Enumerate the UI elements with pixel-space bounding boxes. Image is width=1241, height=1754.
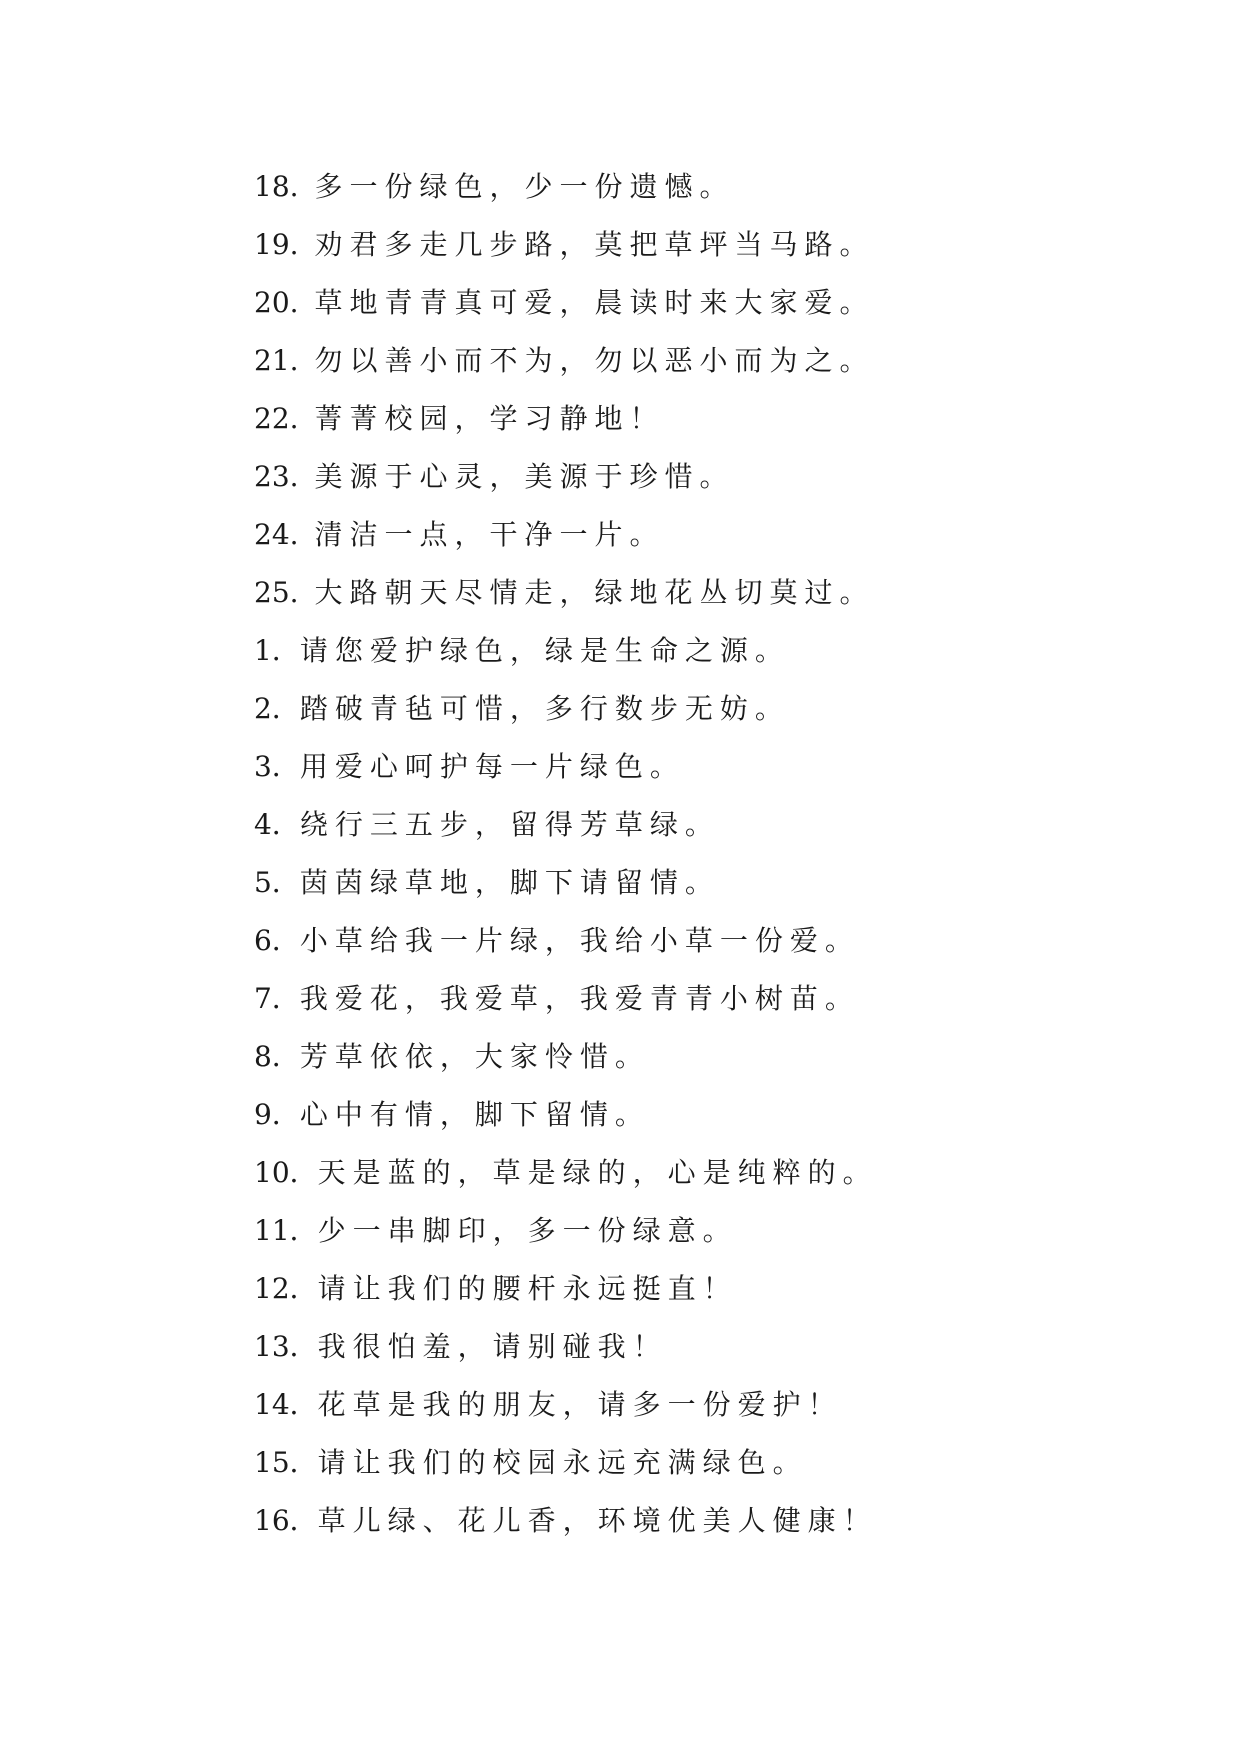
item-number: 14． [254, 1388, 318, 1421]
list-item [254, 1144, 878, 1202]
list-item [254, 738, 878, 796]
list-item [254, 854, 878, 912]
item-text: 绕行三五步，留得芳草绿。 [299, 808, 720, 841]
list-item [254, 332, 878, 390]
list-item [254, 448, 878, 506]
item-number: 7． [254, 982, 300, 1015]
item-text: 小草给我一片绿，我给小草一份爱。 [299, 924, 860, 957]
list-item [254, 158, 878, 216]
list-item [254, 1318, 878, 1376]
list-item [254, 1260, 878, 1318]
item-text: 用爱心呵护每一片绿色。 [299, 750, 685, 783]
list-item [254, 796, 878, 854]
list-item [254, 1028, 878, 1086]
list-item [254, 1086, 878, 1144]
item-text: 少一串脚印，多一份绿意。 [317, 1214, 738, 1247]
item-text: 勿以善小而不为，勿以恶小而为之。 [314, 344, 875, 377]
item-number: 21. [254, 344, 299, 377]
list-item [254, 216, 878, 274]
item-number: 25. [254, 576, 299, 609]
item-number: 3． [254, 750, 300, 783]
item-number: 16． [254, 1504, 318, 1537]
item-text: 天是蓝的，草是绿的，心是纯粹的。 [317, 1156, 878, 1189]
item-text: 茵茵绿草地，脚下请留情。 [299, 866, 720, 899]
item-text: 花草是我的朋友，请多一份爱护！ [317, 1388, 843, 1421]
list-item [254, 1492, 878, 1550]
list-item [254, 564, 878, 622]
item-text: 请让我们的校园永远充满绿色。 [317, 1446, 808, 1479]
list-item [254, 622, 878, 680]
item-text: 大路朝天尽情走，绿地花丛切莫过。 [314, 576, 875, 609]
list-item [254, 1202, 878, 1260]
slogan-list [254, 158, 878, 1550]
item-text: 劝君多走几步路，莫把草坪当马路。 [314, 228, 875, 261]
item-number: 13． [254, 1330, 318, 1363]
item-text: 请让我们的腰杆永远挺直！ [317, 1272, 738, 1305]
list-item [254, 1376, 878, 1434]
item-text: 请您爱护绿色，绿是生命之源。 [299, 634, 790, 667]
item-number: 4． [254, 808, 300, 841]
list-item [254, 274, 878, 332]
list-item [254, 680, 878, 738]
list-item [254, 390, 878, 448]
list-item [254, 1434, 878, 1492]
item-number: 5． [254, 866, 300, 899]
item-number: 9． [254, 1098, 300, 1131]
item-number: 19. [254, 228, 299, 261]
item-number: 8． [254, 1040, 300, 1073]
item-text: 草地青青真可爱，晨读时来大家爱。 [314, 286, 875, 319]
item-text: 清洁一点，干净一片。 [314, 518, 665, 551]
item-number: 22. [254, 402, 299, 435]
item-text: 草儿绿、花儿香，环境优美人健康！ [317, 1504, 878, 1537]
item-text: 菁菁校园，学习静地！ [314, 402, 665, 435]
item-number: 20. [254, 286, 299, 319]
item-number: 12． [254, 1272, 318, 1305]
item-text: 我很怕羞，请别碰我！ [317, 1330, 668, 1363]
item-text: 心中有情，脚下留情。 [299, 1098, 650, 1131]
item-number: 10． [254, 1156, 318, 1189]
item-text: 踏破青毡可惜，多行数步无妨。 [299, 692, 790, 725]
list-item [254, 912, 878, 970]
item-number: 2． [254, 692, 300, 725]
list-item [254, 506, 878, 564]
item-number: 6． [254, 924, 300, 957]
item-number: 11． [254, 1214, 318, 1247]
item-number: 18. [254, 170, 299, 203]
item-text: 美源于心灵，美源于珍惜。 [314, 460, 735, 493]
item-number: 23. [254, 460, 299, 493]
item-text: 芳草依依，大家怜惜。 [299, 1040, 650, 1073]
list-item [254, 970, 878, 1028]
item-number: 15． [254, 1446, 318, 1479]
item-text: 多一份绿色，少一份遗憾。 [314, 170, 735, 203]
item-text: 我爱花，我爱草，我爱青青小树苗。 [299, 982, 860, 1015]
item-number: 24. [254, 518, 299, 551]
item-number: 1． [254, 634, 300, 667]
